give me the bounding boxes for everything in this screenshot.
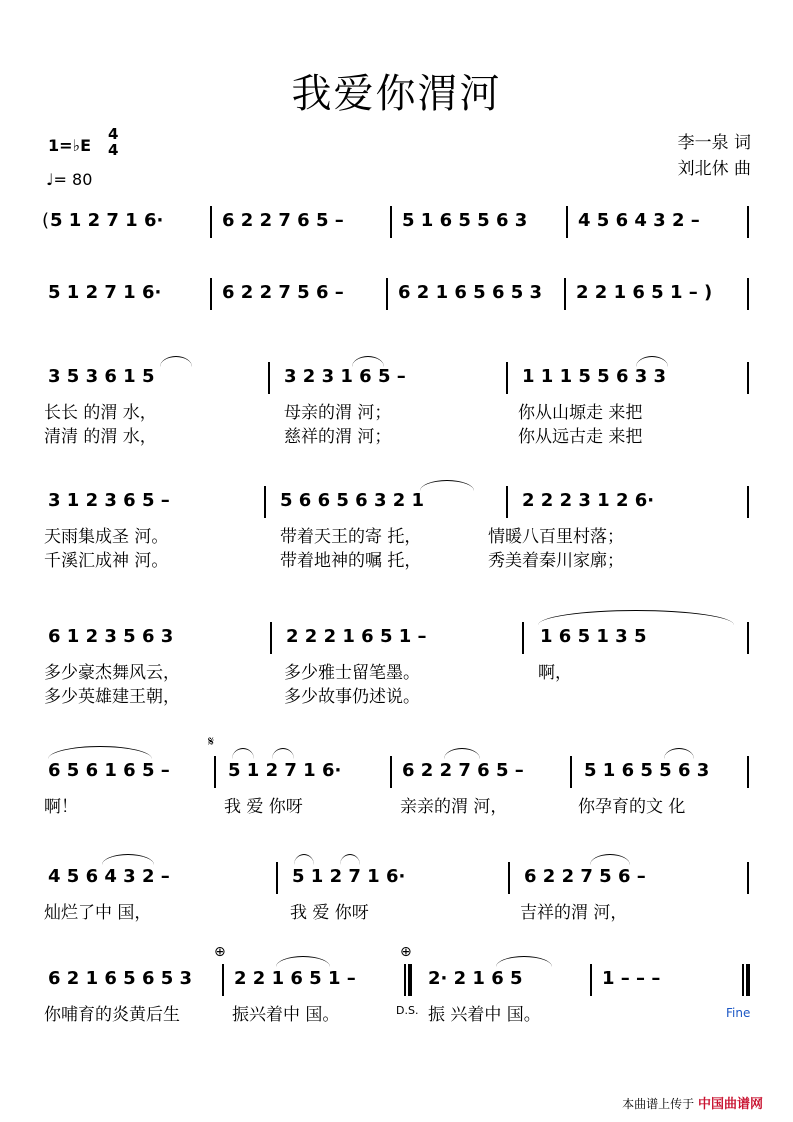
lyric: 多少雅士留笔墨。 — [284, 663, 420, 683]
barline — [268, 362, 270, 394]
barline — [590, 964, 592, 996]
barline — [522, 622, 524, 654]
lyric: 秀美着秦川家廓； — [488, 551, 624, 571]
barline — [390, 206, 392, 238]
barline — [747, 362, 749, 394]
lyric: 你从山塬走 来把 — [518, 403, 643, 423]
open-paren: ( — [42, 210, 50, 231]
slur — [160, 356, 192, 367]
measure: 3 5 3 6 1 5 — [48, 366, 155, 387]
measure: 6 2 1 6 5 6 5 3 — [48, 968, 193, 989]
barline — [564, 278, 566, 310]
lyric: 啊！ — [44, 797, 78, 817]
barline — [747, 278, 749, 310]
slur — [48, 746, 152, 759]
measure: 6 1 2 3 5 6 3 — [48, 626, 174, 647]
lyric: 啊， — [538, 663, 572, 683]
measure: 6 2 2 7 6 5 – — [402, 760, 524, 781]
final-barline — [742, 964, 744, 996]
measure: 3 2 3 1 6 5 – — [284, 366, 406, 387]
lyric: 你孕育的文 化 — [578, 797, 686, 817]
measure: 5 1 2 7 1 6· — [292, 866, 406, 887]
slur — [444, 748, 480, 759]
measure: 5 1 2 7 1 6· — [228, 760, 342, 781]
barline — [747, 862, 749, 894]
fine-marker: Fine — [726, 1006, 751, 1020]
lyric: 亲亲的渭 河， — [400, 797, 508, 817]
measure: 1 6 5 1 3 5 — [540, 626, 647, 647]
slur — [664, 748, 694, 759]
footer-text: 本曲谱上传于 — [622, 1097, 695, 1111]
lyric: 你从远古走 来把 — [518, 427, 643, 447]
lyric: 母亲的渭 河； — [284, 403, 392, 423]
measure: 2 2 1 6 5 1 – ) — [576, 282, 713, 303]
measure: 6 2 1 6 5 6 5 3 — [398, 282, 543, 303]
lyric: 多少故事仍述说。 — [284, 687, 420, 707]
barline — [210, 278, 212, 310]
measure: 5 1 6 5 5 6 3 — [584, 760, 710, 781]
lyric: 振 兴着中 国。 — [428, 1005, 541, 1025]
barline — [270, 622, 272, 654]
repeat-barline-thick — [408, 964, 412, 996]
lyric: 长长 的渭 水， — [44, 403, 157, 423]
lyric: 天雨集成圣 河。 — [44, 527, 169, 547]
barline — [566, 206, 568, 238]
lyric: 我 爱 你呀 — [224, 797, 303, 817]
lyric: 带着地神的嘱 托， — [280, 551, 422, 571]
site-logo: 中国曲谱网 — [697, 1097, 763, 1112]
barline — [747, 486, 749, 518]
barline — [386, 278, 388, 310]
lyric: 我 爱 你呀 — [290, 903, 369, 923]
lyric: 千溪汇成神 河。 — [44, 551, 169, 571]
lyric: 多少豪杰舞风云， — [44, 663, 180, 683]
lyric: 你哺育的炎黄后生 — [44, 1005, 180, 1025]
measure: 2 2 2 1 6 5 1 – — [286, 626, 427, 647]
composer: 刘北休 曲 — [677, 159, 751, 179]
barline — [506, 362, 508, 394]
measure: 6 2 2 7 5 6 – — [524, 866, 646, 887]
footer-credit — [622, 1093, 763, 1112]
measure: 2 2 2 3 1 2 6· — [522, 490, 655, 511]
segno-icon: 𝄋 — [208, 734, 215, 750]
barline — [222, 964, 224, 996]
measure: 2 2 1 6 5 1 – — [234, 968, 356, 989]
coda-icon: ⊕ — [400, 944, 412, 960]
barline — [264, 486, 266, 518]
slur — [590, 854, 630, 865]
key-signature — [48, 136, 91, 155]
final-barline-thick — [746, 964, 750, 996]
slur — [276, 956, 330, 967]
barline — [210, 206, 212, 238]
measure: 2· 2 1 6 5 — [428, 968, 523, 989]
measure: 6 2 2 7 6 5 – — [222, 210, 344, 231]
barline — [570, 756, 572, 788]
measure: 4 5 6 4 3 2 – — [48, 866, 170, 887]
barline — [390, 756, 392, 788]
slur — [294, 854, 314, 865]
lyric: 清清 的渭 水， — [44, 427, 157, 447]
measure: 5 6 6 5 6 3 2 1 — [280, 490, 425, 511]
barline — [276, 862, 278, 894]
slur — [272, 748, 294, 759]
slur — [102, 854, 154, 865]
lyric: 振兴着中 国。 — [232, 1005, 340, 1025]
slur — [496, 956, 552, 967]
time-signature — [108, 126, 118, 158]
barline — [508, 862, 510, 894]
repeat-barline — [404, 964, 406, 996]
slur — [232, 748, 254, 759]
barline — [747, 756, 749, 788]
measure: 3 1 2 3 6 5 – — [48, 490, 170, 511]
slur — [420, 480, 474, 491]
coda-icon: ⊕ — [214, 944, 226, 960]
lyricist: 李一泉 词 — [677, 133, 751, 153]
measure: 5 1 6 5 5 6 3 — [402, 210, 528, 231]
ds-marker: D.S. — [396, 1004, 419, 1017]
lyric: 多少英雄建王朝， — [44, 687, 180, 707]
measure: 6 2 2 7 5 6 – — [222, 282, 344, 303]
barline — [506, 486, 508, 518]
measure: 6 5 6 1 6 5 – — [48, 760, 170, 781]
song-title: 我爱你渭河 — [291, 71, 502, 117]
measure: 5 1 2 7 1 6· — [48, 282, 162, 303]
lyric: 带着天王的寄 托， — [280, 527, 422, 547]
measure: 5 1 2 7 1 6· — [50, 210, 164, 231]
slur — [538, 610, 734, 625]
lyric: 慈祥的渭 河； — [284, 427, 392, 447]
lyric: 灿烂了中 国， — [44, 903, 152, 923]
lyric: 吉祥的渭 河， — [520, 903, 628, 923]
measure: 1 – – – — [602, 968, 661, 989]
barline — [747, 206, 749, 238]
measure: 4 5 6 4 3 2 – — [578, 210, 700, 231]
barline — [214, 756, 216, 788]
time-top: 4 — [108, 125, 119, 143]
lyric: 情暖八百里村落； — [488, 527, 624, 547]
measure: 1 1 1 5 5 6 3 3 — [522, 366, 667, 387]
barline — [747, 622, 749, 654]
slur — [340, 854, 360, 865]
key-text: 1=♭E — [48, 136, 92, 155]
time-bottom: 4 — [108, 141, 119, 159]
tempo: ♩= 80 — [46, 170, 93, 189]
